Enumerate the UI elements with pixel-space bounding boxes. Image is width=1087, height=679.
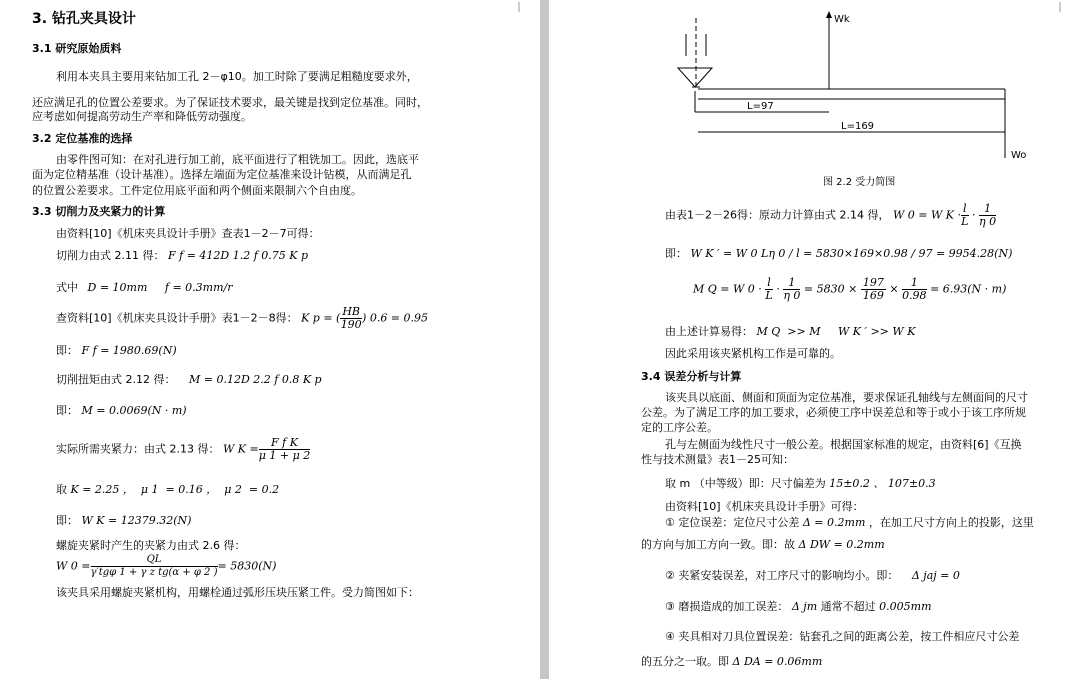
- formula-line: [665, 569, 960, 583]
- paragraph-line: 面为定位精基准（设计基准）。选择左端面为定位基准来设计钻模，从而满足孔: [32, 168, 412, 181]
- formula-line: [693, 277, 1006, 302]
- fraction-denominator: L: [961, 215, 969, 228]
- formula-mq-d: ×: [889, 282, 899, 296]
- formula-line: [641, 655, 822, 669]
- formula-line: [56, 437, 310, 462]
- paragraph-line: 的位置公差要求。工件定位用底平面和两个侧面来限制六个自由度。: [32, 184, 362, 197]
- force-diagram: [649, 10, 1049, 170]
- formula-label: ① 定位误差：定位尺寸公差: [665, 516, 800, 529]
- formula-label: 实际所需夹紧力：由式 2.13 得：: [56, 442, 220, 456]
- formula-kp-a: K p = (: [301, 311, 341, 325]
- formula-label: 即：: [56, 514, 78, 527]
- fraction-numerator: 1: [979, 203, 996, 216]
- formula-line: [56, 404, 187, 418]
- label-l169: L=169: [841, 121, 875, 132]
- fraction-numerator: 1: [902, 277, 927, 290]
- paragraph-line: 公差。为了满足工序的加工要求，必须使工序中误差总和等于或小于该工序所规: [641, 406, 1026, 419]
- formula-w0-b: = 5830(N): [217, 559, 277, 573]
- formula-label: 取: [56, 483, 67, 496]
- paragraph-line: 由资料[10]《机床夹具设计手册》查表1－2－7可得：: [56, 227, 320, 240]
- formula-label: 由上述计算易得：: [665, 325, 753, 338]
- formula-cutting-force: F f = 412D 1.2 f 0.75 K p: [168, 249, 309, 262]
- formula-delta-da: Δ DA = 0.06mm: [732, 655, 823, 668]
- formula-variables: D = 10mm f = 0.3mm/r: [87, 281, 233, 294]
- formula-coefficients: K = 2.25 ， μ 1 = 0.16 ， μ 2 = 0.2: [70, 483, 280, 496]
- fraction-denominator: 0.98: [902, 289, 927, 302]
- fraction: [340, 306, 362, 331]
- formula-label: ② 夹紧安装误差，对工序尺寸的影响均小。即：: [665, 569, 899, 582]
- label-wo: Wo: [1011, 150, 1027, 161]
- fraction: [259, 437, 311, 462]
- paragraph-line: 性与技术测量》表1－25可知：: [641, 453, 794, 466]
- formula-mq-c: = 5830 ×: [803, 282, 858, 296]
- formula-line: [665, 247, 1012, 261]
- formula-label: 即：: [56, 404, 78, 417]
- fraction-denominator: L: [765, 289, 773, 302]
- fraction: [902, 277, 927, 302]
- formula-wk-a: W K =: [223, 442, 259, 456]
- fraction: [783, 277, 800, 302]
- formula-torque: M = 0.12D 2.2 f 0.8 K p: [189, 373, 322, 386]
- page-corner-mark: [1059, 2, 1069, 12]
- formula-ff-result: F f = 1980.69(N): [81, 344, 177, 357]
- formula-mq-a: M Q = W 0 ·: [693, 282, 762, 296]
- formula-label: 的五分之一取。即: [641, 655, 729, 668]
- fraction-denominator: μ 1 + μ 2: [258, 449, 311, 462]
- formula-line: [56, 344, 177, 358]
- formula-label: 式中: [56, 281, 78, 294]
- paragraph-line: 应考虑如何提高劳动生产率和降低劳动强度。: [32, 110, 252, 123]
- formula-w0-def: W 0 = W K ·: [892, 208, 962, 222]
- fraction-denominator: 169: [862, 289, 884, 302]
- formula-label: 即：: [56, 344, 78, 357]
- paragraph-line: 由资料[10]《机床夹具设计手册》可得：: [665, 500, 864, 513]
- formula-line: [56, 306, 428, 331]
- fraction: [961, 203, 969, 228]
- formula-wk-prime: W K ′ = W 0 Lη 0 / l = 5830×169×0.98 / 97 = 9954.28(N): [690, 247, 1013, 260]
- fraction: [861, 277, 886, 302]
- formula-label: 由表1－2－26得：原动力计算由式 2.14 得，: [665, 208, 890, 222]
- formula-inequalities: M Q >> M W K ′ >> W K: [756, 325, 916, 338]
- fraction-numerator: HB: [342, 305, 361, 318]
- paragraph-line: 孔与左侧面为线性尺寸一般公差。根据国家标准的规定，由资料[6]《互换: [665, 438, 1022, 451]
- formula-delta-jaj: Δ jaj = 0: [911, 569, 960, 582]
- paragraph-line: 由零件图可知：在对孔进行加工前，底平面进行了粗铣加工。因此，选底平: [56, 153, 419, 166]
- cutting-point-triangle: [678, 68, 712, 87]
- paragraph-line: 定的工序公差。: [641, 421, 718, 434]
- formula-line: [56, 281, 232, 295]
- formula-delta-jm: Δ jm: [791, 600, 818, 613]
- fraction-denominator: η 0: [979, 215, 997, 228]
- paragraph-line: 该夹具以底面、侧面和顶面为定位基准，要求保证孔轴线与左侧面间的尺寸: [665, 391, 1028, 404]
- fraction-denominator: γ′tgφ 1 + γ z tg(α + φ 2 ): [90, 567, 218, 578]
- formula-line: [665, 516, 1034, 530]
- section-title: 3. 钻孔夹具设计: [32, 11, 136, 27]
- formula-label: ③ 磨损造成的加工误差：: [665, 600, 789, 613]
- formula-line: [56, 483, 279, 497]
- paragraph-line: ④ 夹具相对刀具位置误差：钻套孔之间的距离公差，按工件相应尺寸公差: [665, 630, 1020, 643]
- formula-tolerances: 15±0.2 、 107±0.3: [829, 477, 936, 490]
- fraction-numerator: 1: [783, 277, 800, 290]
- formula-delta: Δ = 0.2mm: [802, 516, 866, 529]
- fraction-numerator: F f K: [259, 437, 311, 450]
- formula-line: [56, 514, 191, 528]
- formula-line: [56, 249, 308, 263]
- document-page-left: [0, 0, 540, 679]
- fraction-numerator: l: [963, 202, 967, 215]
- heading-3-4: 3.4 误差分析与计算: [641, 370, 742, 383]
- formula-torque-result: M = 0.0069(N · m): [81, 404, 187, 417]
- page-corner-mark: [553, 2, 563, 12]
- fraction: [765, 277, 773, 302]
- formula-tail: 通常不超过: [820, 600, 876, 613]
- fraction-denominator: 190: [340, 318, 362, 331]
- document-page-right: [549, 0, 1087, 679]
- paragraph-line: 螺旋夹紧时产生的夹紧力由式 2.6 得：: [56, 539, 246, 552]
- formula-label: 查资料[10]《机床夹具设计手册》表1－2－8得：: [56, 311, 298, 325]
- formula-label: 即：: [665, 247, 687, 260]
- fraction: [91, 554, 218, 579]
- label-wk: Wk: [834, 14, 850, 25]
- formula-mq-e: = 6.93(N · m): [930, 282, 1007, 296]
- fraction: [979, 203, 996, 228]
- page-gutter: [540, 0, 549, 679]
- formula-line: [665, 325, 915, 339]
- heading-3-3: 3.3 切削力及夹紧力的计算: [32, 205, 166, 218]
- paragraph-line: 该夹具采用螺旋夹紧机构，用螺栓通过弧形压块压紧工件。受力简图如下：: [56, 586, 419, 599]
- fraction-numerator: QL: [91, 554, 218, 567]
- paragraph-line: 利用本夹具主要用来钻加工孔 2－φ10。加工时除了要满足粗糙度要求外，: [56, 70, 418, 83]
- formula-line: [665, 477, 936, 491]
- paragraph-line: 因此采用该夹紧机构工作是可靠的。: [665, 347, 841, 360]
- formula-line: [665, 600, 932, 614]
- formula-label: 的方向与加工方向一致。即：故: [641, 538, 795, 551]
- formula-w0-a: W 0 =: [56, 559, 91, 573]
- label-l97: L=97: [747, 101, 774, 112]
- formula-kp-b: ) 0.6 = 0.95: [362, 311, 429, 325]
- formula-line: [56, 373, 322, 387]
- formula-wk-result: W K = 12379.32(N): [81, 514, 192, 527]
- formula-label: 取 m （中等级）即：尺寸偏差为: [665, 477, 826, 490]
- formula-line: [56, 554, 276, 579]
- paragraph-line: 还应满足孔的位置公差要求。为了保证技术要求，最关键是找到定位基准。同时，: [32, 96, 428, 109]
- heading-3-2: 3.2 定位基准的选择: [32, 132, 133, 145]
- formula-line: [641, 538, 885, 552]
- formula-label: 切削扭矩由式 2.12 得：: [56, 373, 176, 386]
- figure-caption: 图 2.2 受力简图: [823, 177, 896, 188]
- formula-label: 切削力由式 2.11 得：: [56, 249, 165, 262]
- formula-value: 0.005mm: [879, 600, 932, 613]
- formula-tail: ，在加工尺寸方向上的投影，这里: [868, 516, 1034, 529]
- page-corner-mark: [14, 2, 24, 12]
- formula-line: 由表1－2－26得：原动力计算由式 2.14 得， W 0 = W K · $\frac{l}{L}$ · $\frac{1}{\eta 0}$: [665, 202, 997, 228]
- fraction-numerator: 197: [862, 276, 884, 289]
- formula-mq-b: ·: [776, 282, 780, 296]
- wk-arrowhead: [826, 11, 832, 18]
- fraction-numerator: l: [767, 276, 771, 289]
- page-corner-mark: [518, 2, 528, 12]
- heading-3-1: 3.1 研究原始质料: [32, 42, 122, 55]
- fraction-denominator: η 0: [783, 289, 801, 302]
- formula-delta-dw: Δ DW = 0.2mm: [798, 538, 885, 551]
